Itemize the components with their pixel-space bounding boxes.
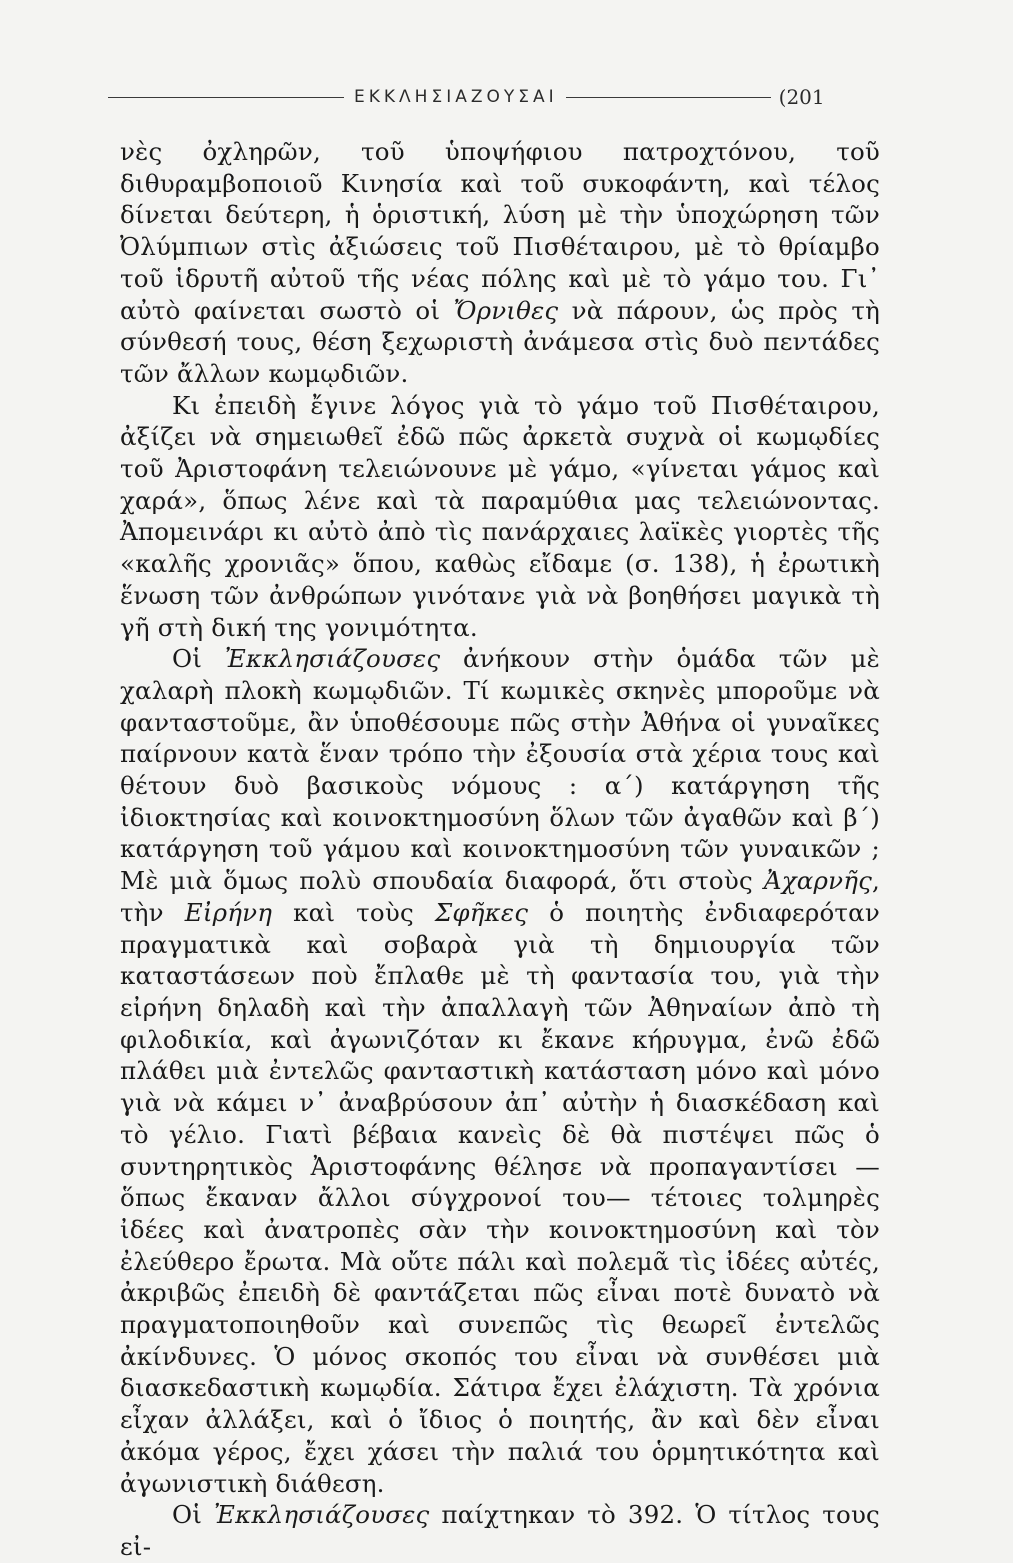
italic-title: Ἐκκλησιάζουσες: [214, 1500, 430, 1530]
italic-title: Εἰρήνη: [184, 897, 273, 927]
paragraph: [120, 643, 880, 1499]
paragraph: [120, 1499, 880, 1562]
text-run: ἀνήκουν στὴν ὁμάδα τῶν μὲ χαλαρὴ πλοκὴ κωμῳδιῶν. Τί κωμικὲς σκηνὲς μποροῦμε νὰ φανταστοῦμε, ἂν ὑποθέσουμε πῶς στὴν Ἀθήνα οἱ γυναῖκες παίρνουν κατὰ ἕναν τρόπο τὴν ἐξουσία στὰ χέρια τους καὶ θέτουν δυὸ βασικοὺς νόμους : α΄) κατάργηση τῆς ἰδιοκτησίας καὶ κοινοκτημοσύνη ὅλων τῶν ἀγαθῶν καὶ β΄) κατάργηση τοῦ γάμου καὶ κοινοκτημοσύνη τῶν γυναικῶν ; Μὲ μιὰ ὅμως πολὺ σπουδαία διαφορά, ὅτι στοὺς: [120, 644, 880, 896]
italic-title: Ὄρνιθες: [453, 295, 559, 325]
text-run: ὁ ποιητὴς ἐνδιαφερόταν πραγματικὰ καὶ σοβαρὰ γιὰ τὴ δημιουργία τῶν καταστάσεων ποὺ ἔπλαθε μὲ τὴ φαντασία του, γιὰ τὴν εἰρήνη δηλαδὴ καὶ τὴν ἀπαλλαγὴ τῶν Ἀθηναίων ἀπὸ τὴ φιλοδικία, καὶ ἀγωνιζόταν κι ἔκανε κήρυγμα, ἐνῶ ἐδῶ πλάθει μιὰ ἐντελῶς φανταστικὴ κατάσταση μόνο καὶ μόνο γιὰ νὰ κάμει ν᾿ ἀναβρύσουν ἀπ᾿ αὐτὴν ἡ διασκέδαση καὶ τὸ γέλιο. Γιατὶ βέβαια κανεὶς δὲ θὰ πιστέψει πῶς ὁ συντηρητικὸς Ἀριστοφάνης θέλησε νὰ προπαγαντίσει —ὅπως ἔκαναν ἄλλοι σύγχρονοί του— τέτοιες τολμηρὲς ἰδέες καὶ ἀνατροπὲς σὰν τὴν κοινοκτημοσύνη καὶ τὸν ἐλεύθερο ἔρωτα. Μὰ οὔτε πάλι καὶ πολεμᾶ τὶς ἰδέες αὐτές, ἀκριβῶς ἐπειδὴ δὲ φαντάζεται πῶς εἶναι ποτὲ δυνατὸ νὰ πραγματοποιηθοῦν καὶ συνεπῶς τὶς θεωρεῖ ἐντελῶς ἀκίνδυνες. Ὁ μόνος σκοπός του εἶναι νὰ συνθέσει μιὰ διασκεδαστικὴ κωμῳδία. Σάτιρα ἔχει ἐλάχιστη. Τὰ χρόνια εἶχαν ἀλλάξει, καὶ ὁ ἴδιος ὁ ποιητής, ἂν καὶ δὲν εἶναι ἀκόμα γέρος, ἔχει χάσει τὴν παλιά του ὁρμητικότητα καὶ ἀγωνιστικὴ διάθεση.: [120, 897, 880, 1498]
italic-title: Ἐκκλησιάζουσες: [224, 644, 441, 674]
italic-title: Σφῆκες: [434, 897, 529, 927]
text-run: νὰ πάρουν, ὡς πρὸς τὴ σύνθεσή τους, θέση ξεχωριστὴ ἀνάμεσα στὶς δυὸ πεντάδες τῶν ἄλλων κωμῳδιῶν.: [120, 295, 880, 388]
text-run: καὶ τοὺς: [272, 897, 435, 927]
body-text: [120, 136, 880, 1563]
paragraph: [120, 390, 880, 644]
page-number: (201: [778, 85, 825, 109]
header-rule-right: [566, 97, 771, 98]
text-run: , τὴν: [120, 866, 880, 927]
header-rule-left: [108, 97, 344, 98]
text-run: παίχτηκαν τὸ 392. Ὁ τίτλος τους εἰ-: [120, 1500, 880, 1561]
text-run: Κι ἐπειδὴ ἔγινε λόγος γιὰ τὸ γάμο τοῦ Πισθέταιρου, ἀξίζει νὰ σημειωθεῖ ἐδῶ πῶς ἀρκετὰ συχνὰ οἱ κωμῳδίες τοῦ Ἀριστοφάνη τελειώνουνε μὲ γάμο, «γίνεται γάμος καὶ χαρά», ὅπως λένε καὶ τὰ παραμύθια μας τελειώνοντας. Ἀπομεινάρι κι αὐτὸ ἀπὸ τὶς πανάρχαιες λαϊκὲς γιορτὲς τῆς «καλῆς χρονιᾶς» ὅπου, καθὼς εἴδαμε (σ. 138), ἡ ἐρωτικὴ ἕνωση τῶν ἀνθρώπων γινότανε γιὰ νὰ βοηθήσει μαγικὰ τὴ γῆ στὴ δική της γονιμότητα.: [120, 390, 880, 642]
running-title: ΕΚΚΛΗΣΙΑΖΟΥΣΑΙ: [354, 87, 558, 107]
text-run: νὲς ὀχληρῶν, τοῦ ὑποψήφιου πατροχτόνου, τοῦ διθυραμβοποιοῦ Κινησία καὶ τοῦ συκοφάντη, καὶ τέλος δίνεται δεύτερη, ἡ ὁριστική, λύση μὲ τὴν ὑποχώρηση τῶν Ὀλύμπιων στὶς ἀξιώσεις τοῦ Πισθέταιρου, μὲ τὸ θρίαμβο τοῦ ἱδρυτῆ αὐτοῦ τῆς νέας πόλης καὶ μὲ τὸ γάμο του. Γι᾿ αὐτὸ φαίνεται σωστὸ οἱ: [120, 137, 880, 325]
text-run: Οἱ: [172, 644, 225, 674]
running-header: [108, 82, 888, 112]
paragraph: [120, 136, 880, 390]
text-run: Οἱ: [172, 1500, 215, 1530]
italic-title: Ἀχαρνῆς: [763, 866, 872, 896]
